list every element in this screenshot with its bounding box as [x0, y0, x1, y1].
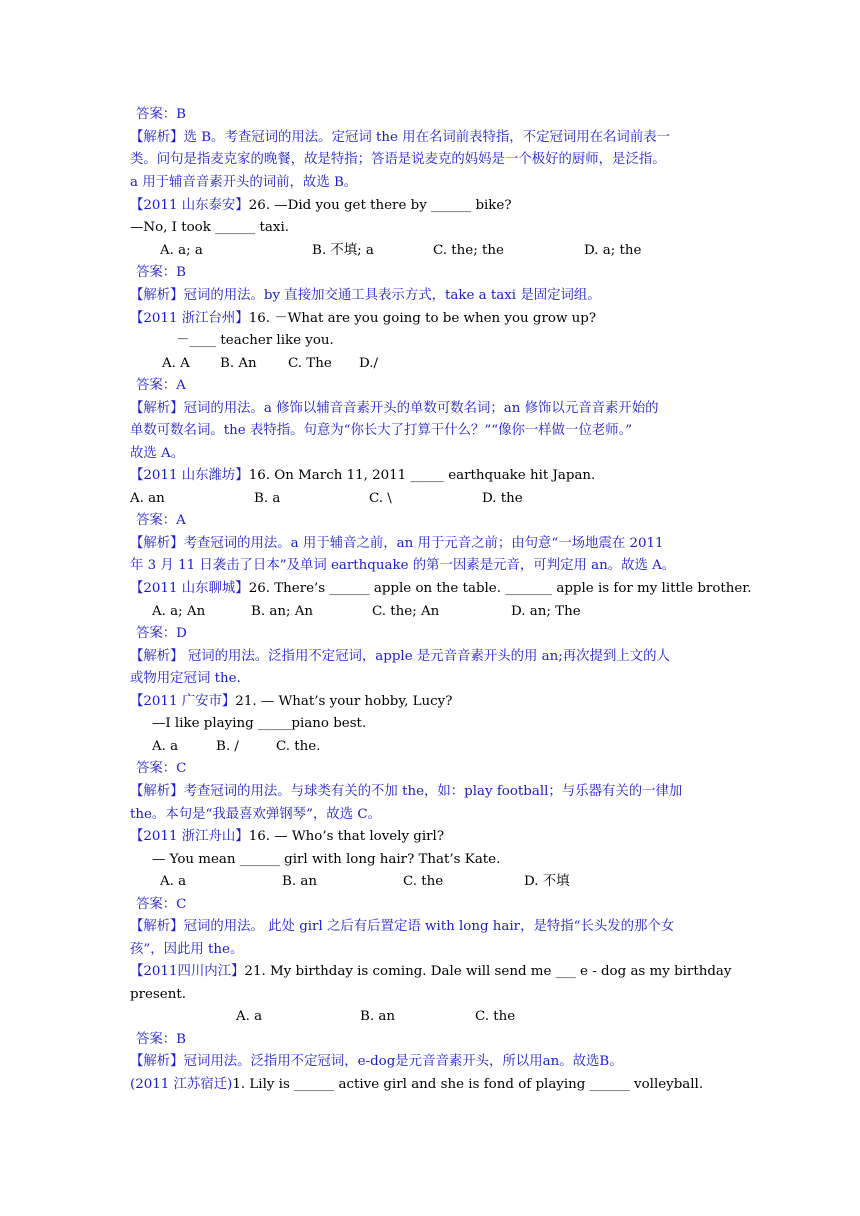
question-text: 16. On March 11, 2011 _____ earthquake hit Japan. — [248, 468, 596, 483]
option-c: C. the. — [276, 739, 321, 754]
question-source: 【2011 山东泰安】 — [130, 198, 249, 213]
analysis-prefix: 【解析】 — [130, 649, 184, 664]
question-text: 1. Lily is ______ active girl and she is fond of playing ______ volleyball. — [232, 1077, 704, 1092]
analysis-text: 考查冠词的用法。与球类有关的不加 the，如：play football；与乐器有关的一律加 — [183, 784, 683, 799]
analysis-line — [130, 1051, 732, 1073]
answer-line: 答案：C — [136, 897, 187, 912]
answer-line: 答案：B — [136, 265, 187, 280]
question-source: (2011 江苏宿迁) — [130, 1077, 233, 1092]
question-source: 【2011 山东潍坊】 — [130, 468, 249, 483]
analysis-text: 冠词的用法。a 修饰以辅音音素开头的单数可数名词；an 修饰以元音音素开始的 — [183, 401, 659, 416]
option-b: B. an; An — [251, 604, 314, 619]
analysis-text: 冠词的用法。 此处 girl 之后有后置定语 with long hair，是特指“长头发的那个女 — [183, 919, 675, 934]
question-text: 26. There’s ______ apple on the table. _______ apple is for my little brother. — [248, 581, 752, 596]
analysis-text: 冠词的用法。by 直接加交通工具表示方式，take a taxi 是固定词组。 — [183, 288, 601, 303]
option-d: D. a; the — [584, 243, 642, 258]
question-line — [130, 1074, 732, 1096]
answer-line: 答案：B — [136, 1032, 187, 1047]
question-source: 【2011 浙江舟山】 — [130, 829, 249, 844]
option-a: A. a; An — [152, 604, 206, 619]
analysis-prefix: 【解析】 — [130, 401, 184, 416]
option-b: B. An — [220, 356, 257, 371]
option-b: B. a — [254, 491, 281, 506]
analysis-line: 类。问句是指麦克家的晚餐，故是特指；答语是说麦克的妈妈是一个极好的厨师，是泛指。 — [130, 152, 666, 167]
analysis-line: 单数可数名词。the 表特指。句意为“你长大了打算干什么？”“像你一样做一位老师。” — [130, 423, 633, 438]
question-text: 26. —Did you get there by ______ bike? — [248, 198, 512, 213]
analysis-line — [130, 398, 732, 420]
question-source: 【2011 浙江台州】 — [130, 311, 249, 326]
analysis-line — [130, 533, 732, 555]
answer-line: 答案：D — [136, 626, 187, 641]
analysis-line — [130, 285, 732, 307]
question-line — [130, 578, 752, 600]
analysis-line — [130, 916, 732, 938]
answer-line: 答案：B — [136, 107, 187, 122]
answer-line: 答案：A — [136, 513, 186, 528]
option-c: C. \ — [369, 491, 392, 506]
analysis-text: 冠词的用法。泛指用不定冠词，apple 是元音音素开头的用 an;再次提到上文的人 — [183, 649, 670, 664]
question-text: 21. — What’s your hobby, Lucy? — [235, 694, 453, 709]
option-b: B. / — [216, 739, 239, 754]
analysis-prefix: 【解析】 — [130, 130, 184, 145]
question-line — [130, 826, 732, 848]
question-line: —No, I took ______ taxi. — [130, 220, 289, 235]
answer-line: 答案：A — [136, 378, 186, 393]
analysis-line: a 用于辅音音素开头的词前，故选 B。 — [130, 175, 358, 190]
question-source: 【2011 山东聊城】 — [130, 581, 249, 596]
option-a: A. A — [162, 356, 190, 371]
analysis-line: 孩”，因此用 the。 — [130, 942, 244, 957]
analysis-prefix: 【解析】 — [130, 536, 184, 551]
analysis-text: 考查冠词的用法。a 用于辅音之前，an 用于元音之前；由句意“一场地震在 2011 — [183, 536, 664, 551]
answer-line: 答案：C — [136, 761, 187, 776]
option-c: C. the — [475, 1009, 516, 1024]
question-line: －____ teacher like you. — [176, 333, 334, 348]
option-b: B. an — [282, 874, 317, 889]
analysis-line: 或物用定冠词 the. — [130, 671, 241, 686]
option-b: B. an — [360, 1009, 395, 1024]
analysis-line: 故选 A。 — [130, 446, 185, 461]
question-line — [130, 465, 732, 487]
question-text: 21. My birthday is coming. Dale will send me ___ e - dog as my birthday — [244, 964, 732, 979]
analysis-prefix: 【解析】 — [130, 784, 184, 799]
question-text: 16. －What are you going to be when you grow up? — [248, 311, 597, 326]
question-source: 【2011 广安市】 — [130, 694, 236, 709]
question-source: 【2011四川内江】 — [130, 964, 245, 979]
question-line — [130, 308, 732, 330]
option-a: A. a — [236, 1009, 263, 1024]
option-a: A. a — [152, 739, 179, 754]
option-b: B. 不填; a — [312, 243, 374, 258]
question-line — [130, 691, 732, 713]
option-c: C. the; An — [372, 604, 440, 619]
question-line — [130, 195, 732, 217]
analysis-prefix: 【解析】 — [130, 288, 184, 303]
option-c: C. The — [288, 356, 332, 371]
option-d: D. the — [482, 491, 523, 506]
option-d: D./ — [359, 356, 379, 371]
analysis-line: 年 3 月 11 日袭击了日本”及单词 earthquake 的第一因素是元音，可判定用 an。故选 A。 — [130, 558, 676, 573]
analysis-prefix: 【解析】 — [130, 1054, 184, 1069]
analysis-text: 冠词用法。泛指用不定冠词，e-dog是元音音素开头，所以用an。故选B。 — [183, 1054, 623, 1069]
analysis-prefix: 【解析】 — [130, 919, 184, 934]
question-line: present. — [130, 987, 186, 1002]
option-d: D. an; The — [511, 604, 581, 619]
option-a: A. a — [160, 874, 187, 889]
analysis-line — [130, 781, 732, 803]
option-c: C. the; the — [433, 243, 504, 258]
question-line — [130, 961, 732, 983]
question-line: — You mean ______ girl with long hair? That’s Kate. — [152, 852, 501, 867]
analysis-line — [130, 127, 732, 149]
question-text: 16. — Who’s that lovely girl? — [248, 829, 445, 844]
analysis-text: 选 B。考查冠词的用法。定冠词 the 用在名词前表特指，不定冠词用在名词前表一 — [183, 130, 670, 145]
option-d: D. 不填 — [524, 874, 570, 889]
analysis-line — [130, 646, 732, 668]
option-a: A. an — [130, 491, 165, 506]
analysis-line: the。本句是“我最喜欢弹钢琴”，故选 C。 — [130, 807, 381, 822]
option-a: A. a; a — [160, 243, 203, 258]
question-line: —I like playing _____piano best. — [152, 716, 367, 731]
option-c: C. the — [403, 874, 444, 889]
